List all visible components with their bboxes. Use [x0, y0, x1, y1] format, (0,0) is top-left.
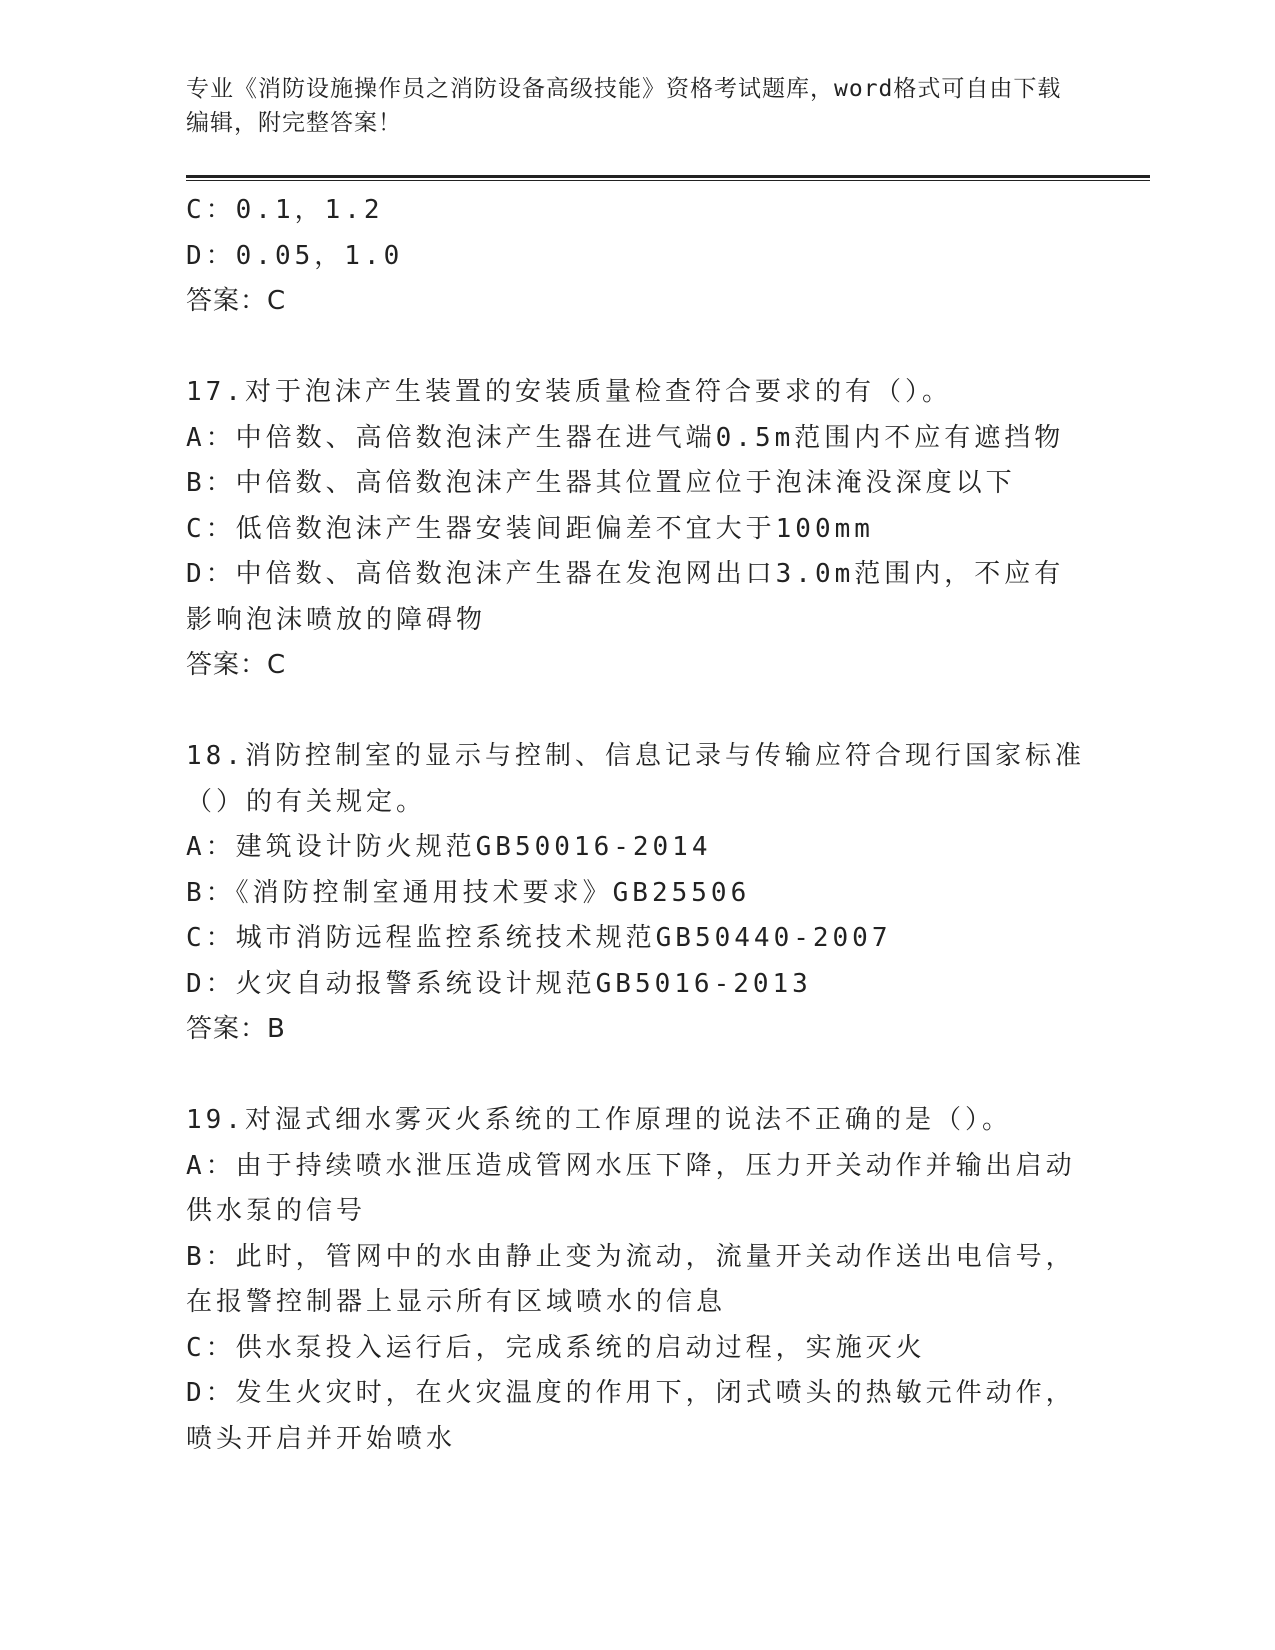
q18-option-a: A：建筑设计防火规范GB50016-2014	[186, 832, 712, 862]
q17-question: 17.对于泡沫产生装置的安装质量检查符合要求的有（）。	[186, 377, 952, 407]
question-content	[186, 188, 1086, 1462]
q18-option-b: B：《消防控制室通用技术要求》GB25506	[186, 877, 751, 908]
prev-option-d: D：0.05，1.0	[186, 240, 404, 271]
q17-answer: 答案：C	[186, 650, 287, 680]
header-rule-thin	[186, 180, 1150, 181]
q17-option-d: D：中倍数、高倍数泡沫产生器在发泡网出口3.0m范围内，不应有影响泡沫喷放的障碍物	[186, 559, 1065, 635]
spacer	[186, 689, 1086, 735]
prev-answer: 答案：C	[186, 286, 287, 316]
header-rule-thick	[186, 175, 1150, 178]
page-header: 专业《消防设施操作员之消防设备高级技能》资格考试题库，word格式可自由下载编辑，附完整答案！	[186, 76, 1062, 136]
q19-option-d: D：发生火灾时，在火灾温度的作用下，闭式喷头的热敏元件动作，喷头开启并开始喷水	[186, 1378, 1076, 1454]
spacer	[186, 1053, 1086, 1099]
spacer	[186, 325, 1086, 371]
q17-option-b: B：中倍数、高倍数泡沫产生器其位置应位于泡沫淹没深度以下	[186, 468, 1016, 498]
q18-question: 18.消防控制室的显示与控制、信息记录与传输应符合现行国家标准（）的有关规定。	[186, 741, 1085, 817]
q18-option-c: C：城市消防远程监控系统技术规范GB50440-2007	[186, 923, 892, 953]
q19-option-c: C：供水泵投入运行后，完成系统的启动过程，实施灭火	[186, 1332, 926, 1363]
q19-option-a: A：由于持续喷水泄压造成管网水压下降，压力开关动作并输出启动供水泵的信号	[186, 1150, 1076, 1226]
prev-option-c: C：0.1，1.2	[186, 195, 384, 225]
q18-option-d: D：火灾自动报警系统设计规范GB5016-2013	[186, 968, 812, 999]
q18-answer: 答案：B	[186, 1014, 286, 1044]
q17-option-c: C：低倍数泡沫产生器安装间距偏差不宜大于100mm	[186, 513, 874, 544]
q19-option-b: B：此时，管网中的水由静止变为流动，流量开关动作送出电信号，在报警控制器上显示所有区域喷水的信息	[186, 1241, 1076, 1317]
q19-question: 19.对湿式细水雾灭火系统的工作原理的说法不正确的是（）。	[186, 1105, 1012, 1135]
q17-option-a: A：中倍数、高倍数泡沫产生器在进气端0.5m范围内不应有遮挡物	[186, 422, 1065, 453]
